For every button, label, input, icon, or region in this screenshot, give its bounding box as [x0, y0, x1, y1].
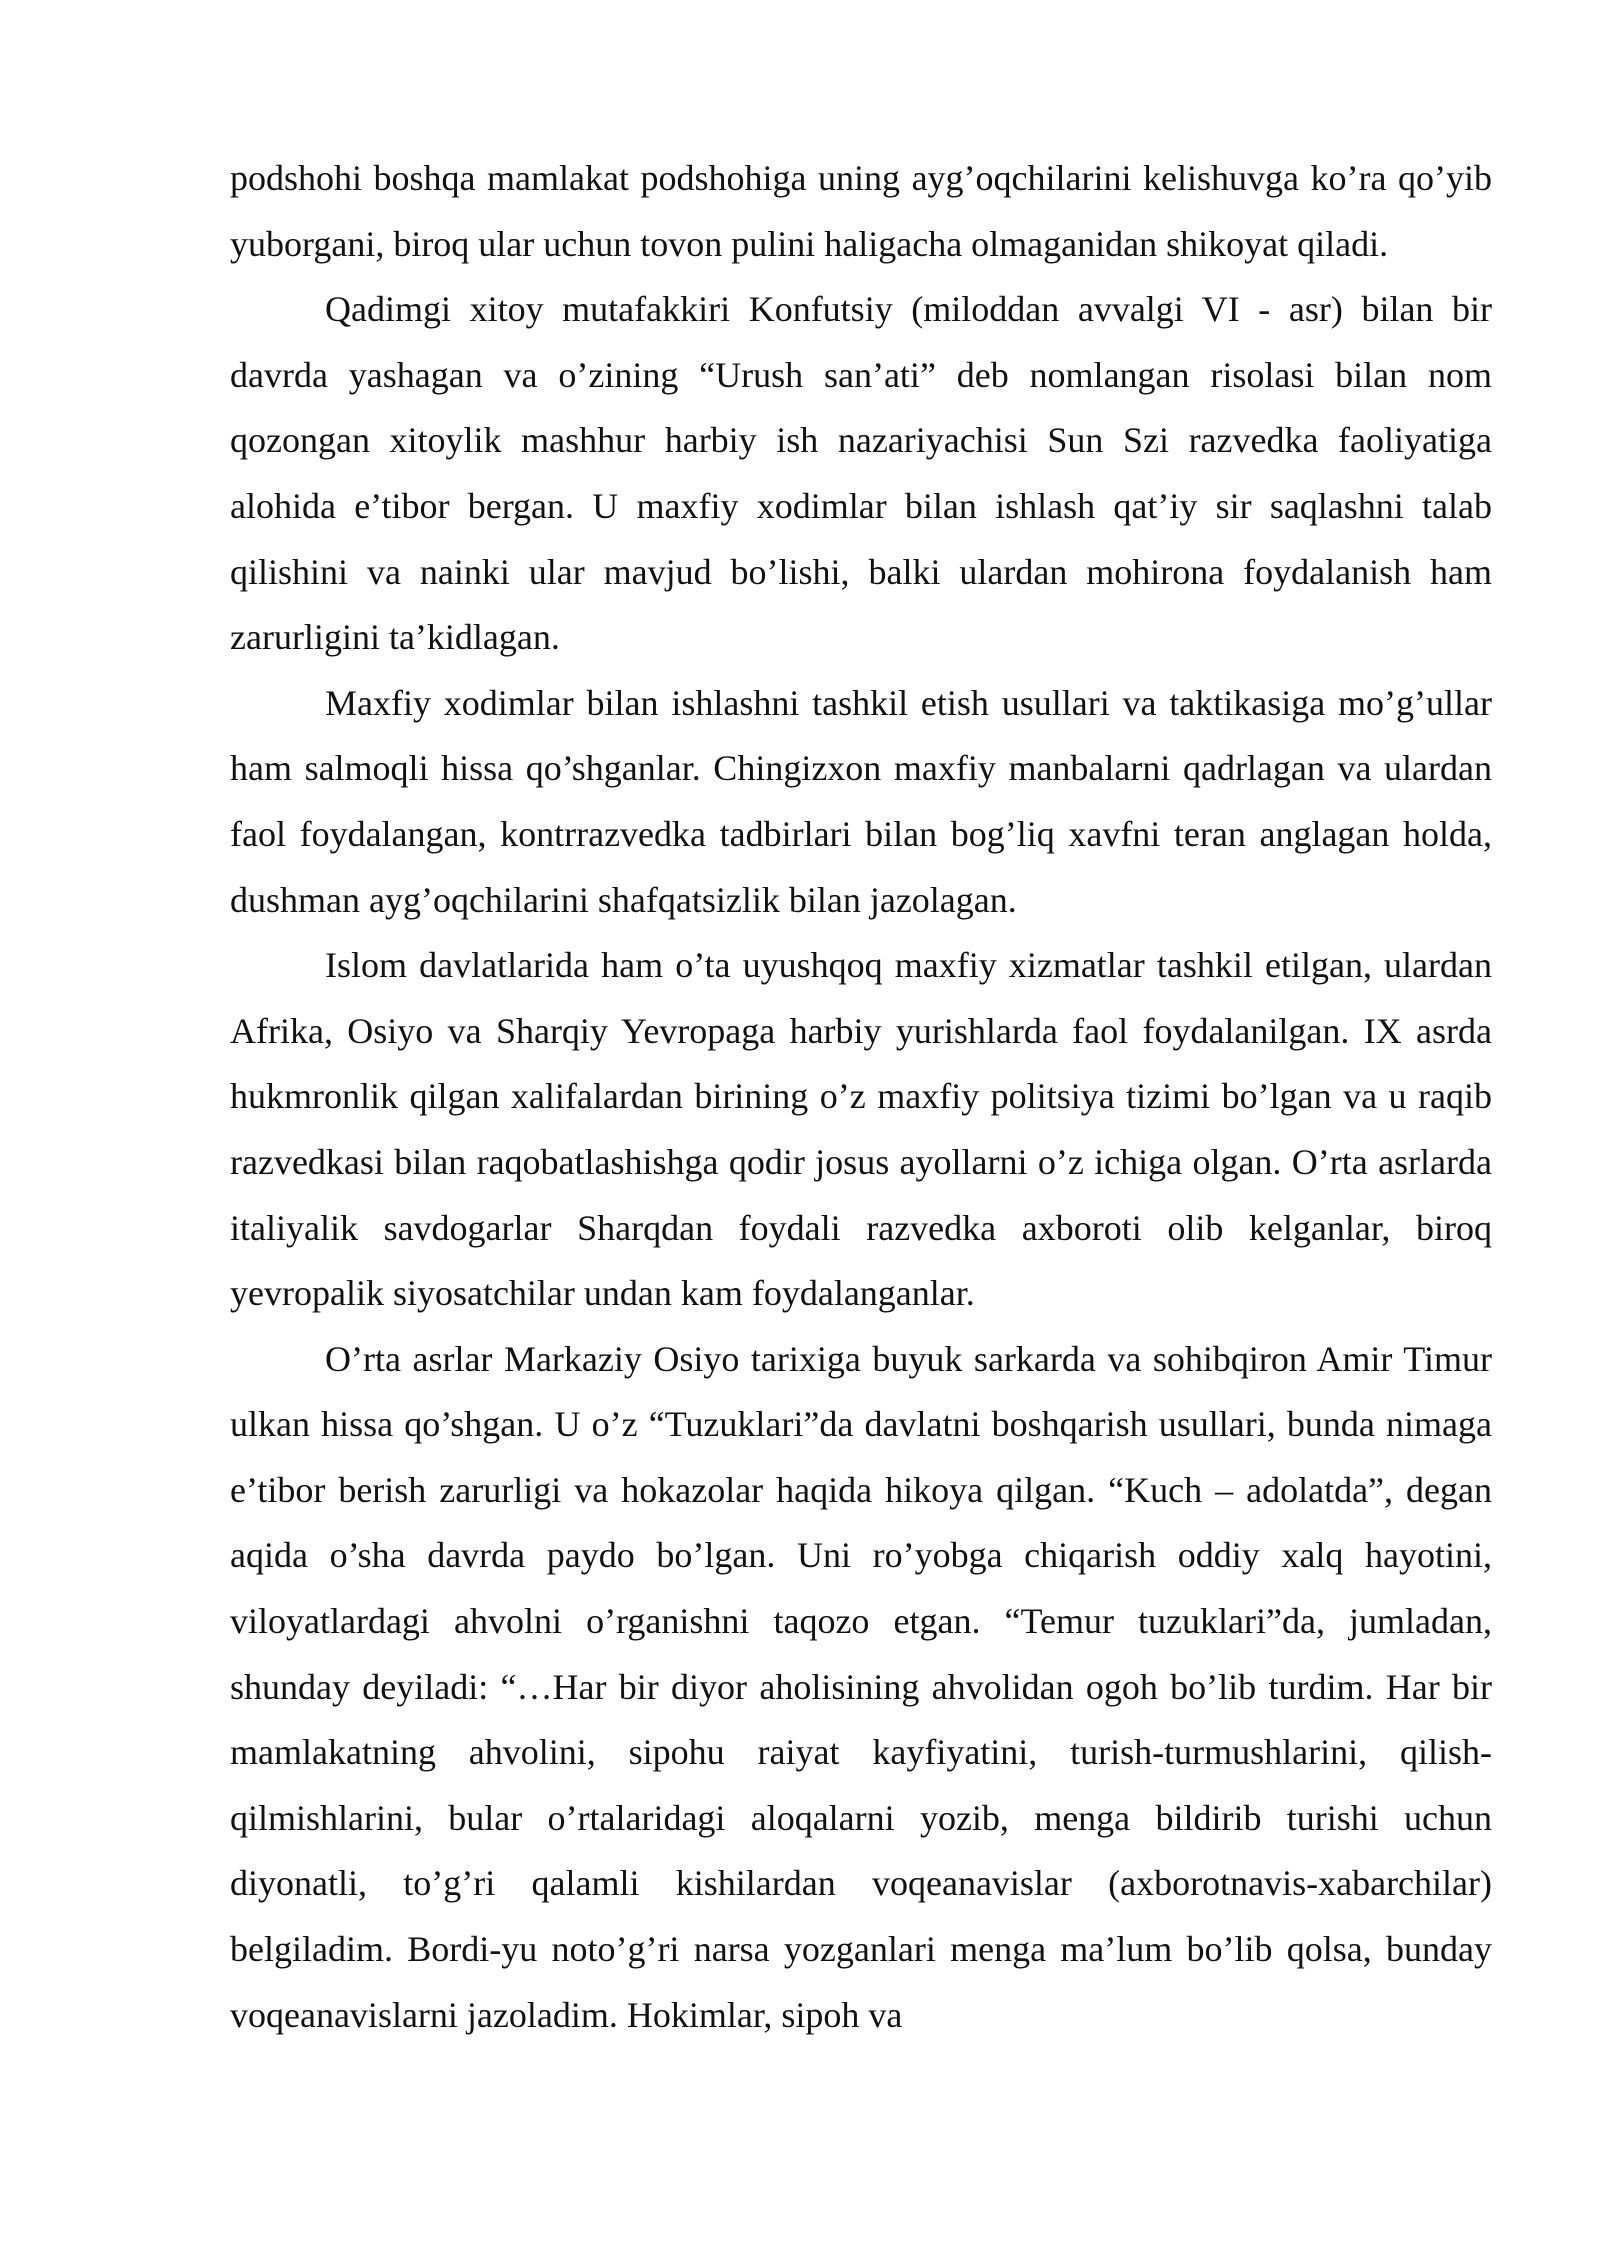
paragraph-mongols: Maxfiy xodimlar bilan ishlashni tashkil etish usullari va taktikasiga mo’g’ullar ham salmoqli hissa qo’shganlar. Chingizxon maxfiy manbalarni qadrlagan va ulardan faol foydalangan, kontrrazvedka tadbirlari bilan bog’liq xavfni teran anglagan holda, dushman ayg’oqchilarini shafqatsizlik bilan jazolagan.: [230, 682, 1492, 920]
paragraph-islamic-states: Islom davlatlarida ham o’ta uyushqoq maxfiy xizmatlar tashkil etilgan, ulardan Afrika, Osiyo va Sharqiy Yevropaga harbiy yurishlarda faol foydalanilgan. IX asrda hukmronlik qilgan xalifalardan birining o’z maxfiy politsiya tizimi bo’lgan va u raqib razvedkasi bilan raqobatlashishga qodir josus ayollarni o’z ichiga olgan. O’rta asrlarda italiyalik savdogarlar Sharqdan foydali razvedka axboroti olib kelganlar, biroq yevropalik siyosatchilar undan kam foydalanganlar.: [230, 945, 1492, 1314]
paragraph-amir-timur: O’rta asrlar Markaziy Osiyo tarixiga buyuk sarkarda va sohibqiron Amir Timur ulkan hissa qo’shgan. U o’z “Tuzuklari”da davlatni boshqarish usullari, bunda nimaga e’tibor berish zarurligi va hokazolar haqida hikoya qilgan. “Kuch – adolatda”, degan aqida o’sha davrda paydo bo’lgan. Uni ro’yobga chiqarish oddiy xalq hayotini, viloyatlardagi ahvolni o’rganishni taqozo etgan. “Temur tuzuklari”da, jumladan, shunday deyiladi: “…Har bir diyor aholisining ahvolidan ogoh bo’lib turdim. Har bir mamlakatning ahvolini, sipohu raiyat kayfiyatini, turish-turmushlarini, qilish-qilmishlarini, bular o’rtalaridagi aloqalarni yozib, menga bildirib turishi uchun diyonatli, to’g’ri qalamli kishilardan voqeanavislar (axborotnavis-xabarchilar) belgiladim. Bordi-yu noto’g’ri narsa yozganlari menga ma’lum bo’lib qolsa, bunday voqeanavislarni jazoladim. Hokimlar, sipoh va: [230, 1338, 1492, 2035]
paragraph-continuation: podshohi boshqa mamlakat podshohiga uning ayg’oqchilarini kelishuvga ko’ra qo’yib yuborgani, biroq ular uchun tovon pulini haligacha olmaganidan shikoyat qiladi.: [230, 158, 1492, 264]
paragraph-konfutsiy-sun-szi: Qadimgi xitoy mutafakkiri Konfutsiy (miloddan avvalgi VI - asr) bilan bir davrda yashagan va o’zining “Urush san’ati” deb nomlangan risolasi bilan nom qozongan xitoylik mashhur harbiy ish nazariyachisi Sun Szi razvedka faoliyatiga alohida e’tibor bergan. U maxfiy xodimlar bilan ishlash qat’iy sir saqlashni talab qilishini va nainki ular mavjud bo’lishi, balki ulardan mohirona foydalanish ham zarurligini ta’kidlagan.: [230, 289, 1492, 658]
document-page: [230, 146, 1492, 2048]
